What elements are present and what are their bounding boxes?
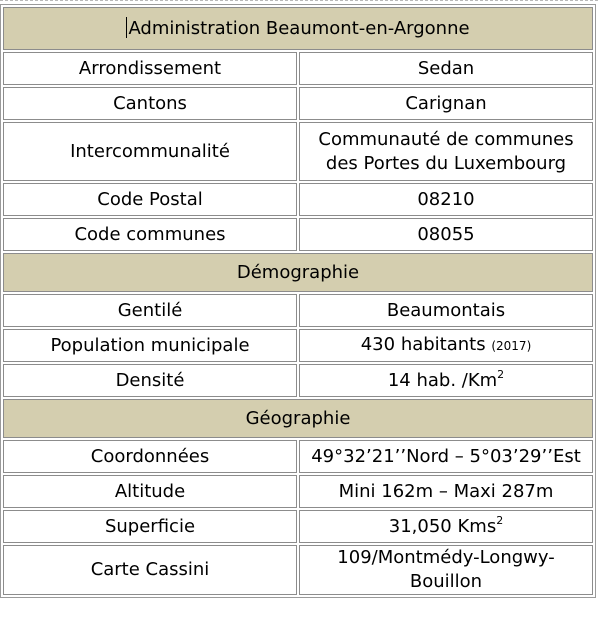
- row-label-intercommunalite: Intercommunalité: [3, 122, 297, 181]
- densite-value: 14 hab. /Km: [387, 369, 498, 391]
- row-value-population: [299, 329, 593, 362]
- table-row: [3, 364, 593, 397]
- table-title-cell[interactable]: [3, 7, 593, 50]
- population-year: (2017): [491, 339, 532, 353]
- superficie-value: 31,050 Kms: [388, 515, 497, 537]
- row-label-gentile: Gentilé: [3, 294, 297, 327]
- page-top-rule: [0, 0, 598, 1]
- row-label-carte-cassini: Carte Cassini: [3, 545, 297, 595]
- row-value-cantons: Carignan: [299, 87, 593, 120]
- document-page: [0, 4, 598, 598]
- title-row: [3, 7, 593, 50]
- table-row: [3, 183, 593, 216]
- table-row: [3, 440, 593, 473]
- row-value-densite: [299, 364, 593, 397]
- section-heading-geographie: Géographie: [3, 399, 593, 438]
- superficie-exponent: 2: [496, 513, 504, 527]
- table-row: [3, 294, 593, 327]
- row-value-superficie: [299, 510, 593, 543]
- table-row: [3, 329, 593, 362]
- table-row: [3, 510, 593, 543]
- intercommunalite-line-1: Communauté de communes: [318, 128, 574, 150]
- row-label-population: Population municipale: [3, 329, 297, 362]
- table-row: [3, 87, 593, 120]
- row-value-carte-cassini: 109/Montmédy-Longwy-Bouillon: [299, 545, 593, 595]
- table-row: [3, 122, 593, 181]
- row-value-arrondissement: Sedan: [299, 52, 593, 85]
- row-label-code-communes: Code communes: [3, 218, 297, 251]
- table-title: Administration Beaumont-en-Argonne: [128, 17, 470, 39]
- table-row: [3, 475, 593, 508]
- table-row: [3, 218, 593, 251]
- row-label-densite: Densité: [3, 364, 297, 397]
- row-label-altitude: Altitude: [3, 475, 297, 508]
- population-count: 430 habitants: [360, 334, 486, 355]
- section-row: [3, 399, 593, 438]
- intercommunalite-line-2: des Portes du Luxembourg: [325, 152, 567, 174]
- row-label-arrondissement: Arrondissement: [3, 52, 297, 85]
- table-row: [3, 545, 593, 595]
- table-row: [3, 52, 593, 85]
- row-label-code-postal: Code Postal: [3, 183, 297, 216]
- row-value-intercommunalite: [299, 122, 593, 181]
- row-value-coordonnees: 49°32’21’’Nord – 5°03’29’’Est: [299, 440, 593, 473]
- administration-table: [0, 4, 596, 598]
- row-label-coordonnees: Coordonnées: [3, 440, 297, 473]
- section-row: [3, 253, 593, 292]
- section-heading-demographie: Démographie: [3, 253, 593, 292]
- row-value-altitude: Mini 162m – Maxi 287m: [299, 475, 593, 508]
- row-value-gentile: Beaumontais: [299, 294, 593, 327]
- row-value-code-communes: 08055: [299, 218, 593, 251]
- densite-exponent: 2: [497, 367, 505, 381]
- row-label-superficie: Superficie: [3, 510, 297, 543]
- row-label-cantons: Cantons: [3, 87, 297, 120]
- row-value-code-postal: 08210: [299, 183, 593, 216]
